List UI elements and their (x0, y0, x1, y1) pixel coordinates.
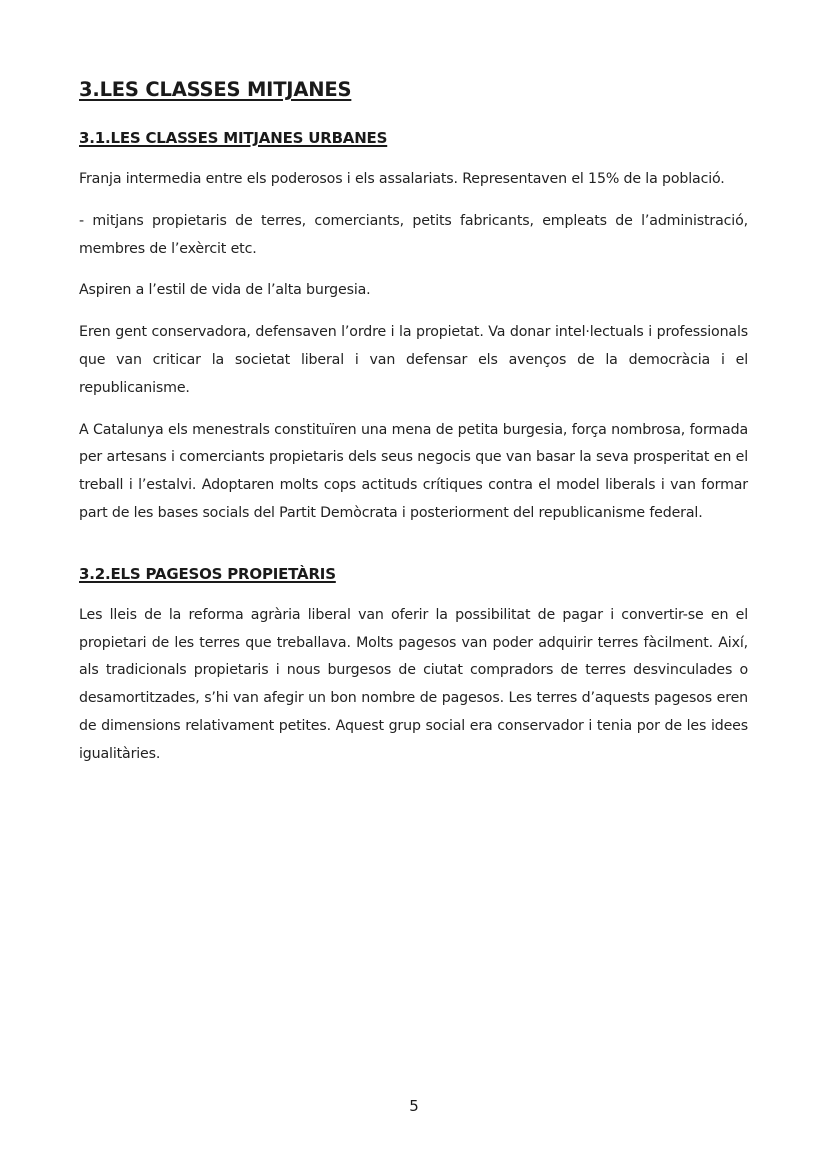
page-content (79, 76, 748, 783)
page-number: 5 (409, 1097, 419, 1115)
paragraph: Franja intermedia entre els poderosos i els assalariats. Representaven el 15% de la població. (79, 171, 725, 187)
paragraph: Eren gent conservadora, defensaven l’ordre i la propietat. Va donar intel·lectuals i professionals que van criticar la societat liberal i van defensar els avenços de la democràcia i el republicanisme. (79, 324, 748, 396)
paragraph: - mitjans propietaris de terres, comerciants, petits fabricants, empleats de l’administració, membres de l’exèrcit etc. (79, 212, 748, 257)
paragraph: Aspiren a l’estil de vida de l’alta burgesia. (79, 282, 371, 299)
section-heading: 3.2.ELS PAGESOS PROPIETÀRIS (79, 564, 336, 583)
section-pagesos-propietaris (79, 562, 748, 769)
section-heading: 3.1.LES CLASSES MITJANES URBANES (79, 129, 388, 147)
main-title: 3.LES CLASSES MITJANES (79, 78, 352, 101)
section-classes-mitjanes-urbanes (79, 126, 748, 528)
paragraph: Les lleis de la reforma agrària liberal van oferir la possibilitat de pagar i convertir-se en el propietari de les terres que treballava. Molts pagesos van poder adquirir terres fàcilment. Així, als tradicionals propietaris i nous burgesos de ciutat compradors de terres desvinculades o desamortitzades, s’hi van afegir un bon nombre de pagesos. Les terres d’aquests pagesos eren de dimensions relativament petites. Aquest grup social era conservador i tenia por de les idees igualitàries. (79, 606, 748, 762)
paragraph: A Catalunya els menestrals constituïren una mena de petita burgesia, força nombrosa, formada per artesans i comerciants propietaris dels seus negocis que van basar la seva prosperitat en el treball i l’estalvi. Adoptaren molts cops actituds crítiques contra el model liberals i van formar part de les bases socials del Partit Demòcrata i posteriorment del republicanisme federal. (79, 421, 748, 521)
section-spacer (79, 542, 748, 562)
